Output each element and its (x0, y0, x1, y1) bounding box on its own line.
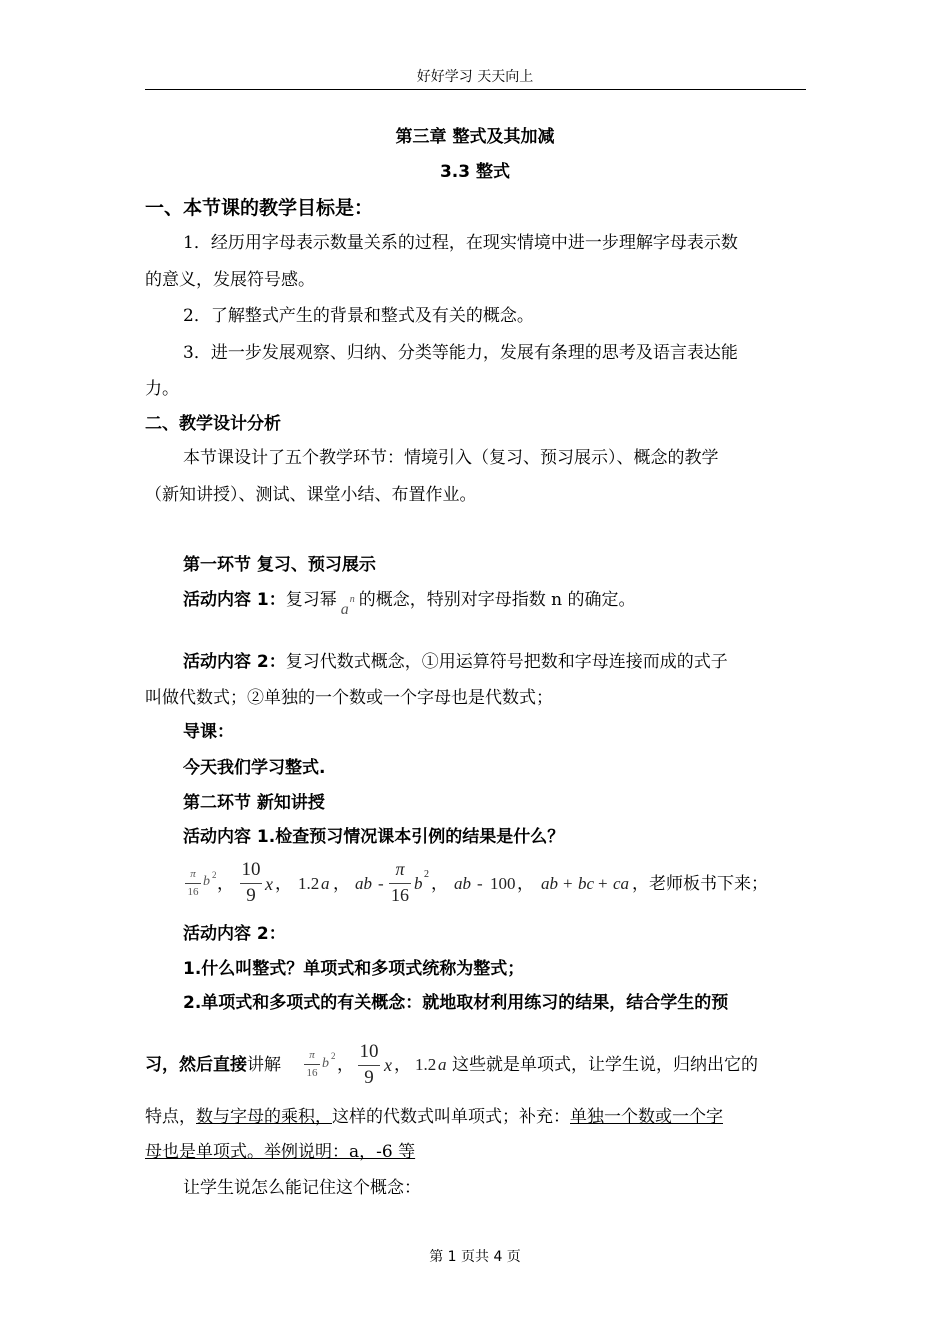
goal2: 2．了解整式产生的背景和整式及有关的概念。 (183, 306, 534, 326)
inline-sep-2: ， (394, 1055, 411, 1075)
question-2-line2 (145, 1055, 281, 1075)
term-ab: ab (355, 874, 372, 893)
page-header: 好好学习 天天向上 (416, 69, 534, 85)
activity1-text: 复习幂 (285, 590, 337, 610)
sep-3: ， (333, 874, 350, 894)
activity1-text-end: 的概念，特别对字母指数 n 的确定。 (358, 590, 636, 610)
last-line: 让学生说怎么能记住这个概念： (183, 1178, 421, 1198)
fraction-pi-over-16-large: π 16 (391, 859, 409, 905)
guide-label: 导课： (183, 722, 234, 742)
goal1-line2: 的意义，发展符号感。 (145, 270, 315, 290)
term-1-2: 1.2 (298, 874, 320, 893)
q2-text-rest: 这些就是单项式，让学生说，归纳出它的 (452, 1055, 758, 1075)
term-100: 100 (490, 874, 516, 893)
section2-heading: 二、教学设计分析 (145, 414, 281, 434)
chapter-title: 第三章 整式及其加减 (395, 127, 555, 147)
inline-sep-1: ， (337, 1055, 354, 1075)
inline-exp-2: 2 (331, 1051, 336, 1061)
section1-heading: 一、本节课的教学目标是： (145, 197, 374, 219)
link2-activity2 (183, 924, 286, 944)
expression-tail: ，老师板书下来； (632, 874, 768, 894)
link2-activity1: 活动内容 1.检查预习情况课本引例的结果是什么？ (183, 827, 565, 847)
fraction-10-over-9: 10 9 (241, 859, 261, 906)
underlined-supplement-1: 单独一个数或一个字 (570, 1107, 723, 1127)
term-ab-3: ab (541, 874, 558, 893)
link1-heading: 第一环节 复习、预习展示 (183, 555, 376, 575)
inline-term-b: b (322, 1056, 329, 1071)
activity2-label: 活动内容 2： (183, 652, 286, 672)
underlined-definition: 数与字母的乘积， (196, 1107, 332, 1127)
goal3-line1: 3．进一步发展观察、归纳、分类等能力，发展有条理的思考及语言表达能 (183, 343, 738, 363)
question-1: 1.什么叫整式？单项式和多项式统称为整式； (183, 959, 525, 979)
q2-bold-part: 习，然后直接 (145, 1055, 247, 1075)
plus-sign-1: + (563, 874, 573, 893)
term-ca: ca (613, 874, 630, 893)
activity2-line2: 叫做代数式；②单独的一个数或一个字母也是代数式； (145, 688, 553, 708)
plus-sign-2: + (598, 874, 608, 893)
inline-term-a: a (438, 1055, 447, 1074)
exp-2: 2 (212, 870, 217, 880)
power-expression: a n (340, 594, 355, 618)
inline-fraction-10-9: 10 9 (359, 1041, 379, 1088)
sep-1: ， (217, 874, 234, 894)
minus-sign-2: - (477, 874, 483, 893)
link2-activity2-label: 活动内容 2： (183, 924, 286, 944)
header-rule (145, 89, 806, 90)
fraction-pi-over-16: π 16 (185, 868, 201, 904)
goal1-line1: 1．经历用字母表示数量关系的过程，在现实情境中进一步理解字母表示数 (183, 233, 738, 253)
term-ab-2: ab (454, 874, 471, 893)
q2-text-explain: 讲解 (247, 1055, 281, 1075)
inline-term-x: x (384, 1055, 392, 1075)
design-line2: （新知讲授）、测试、课堂小结、布置作业。 (145, 485, 477, 505)
sep-5: ， (517, 874, 534, 894)
guide-text: 今天我们学习整式. (183, 758, 326, 778)
sep-4: ， (431, 874, 448, 894)
term-a: a (321, 874, 330, 893)
link2-heading: 第二环节 新知讲授 (183, 793, 325, 813)
definition-line1: 特点，数与字母的乘积，这样的代数式叫单项式；补充：单独一个数或一个字 (145, 1107, 723, 1127)
section-title: 3.3 整式 (439, 162, 511, 182)
exp-2-b: 2 (424, 869, 429, 880)
underlined-supplement-2: 母也是单项式。举例说明：a，-6 等 (145, 1142, 416, 1162)
goal3-line2: 力。 (145, 379, 179, 399)
term-x: x (265, 874, 273, 894)
question-2-line1: 2.单项式和多项式的有关概念：就地取材利用练习的结果，结合学生的预 (183, 993, 729, 1013)
inline-term-1-2: 1.2 (415, 1055, 437, 1074)
term-b: b (203, 874, 210, 889)
activity2-text: 复习代数式概念，①用运算符号把数和字母连接而成的式子 (285, 652, 728, 672)
link1-activity1 (183, 590, 636, 618)
minus-sign: - (378, 874, 384, 893)
link1-activity2 (183, 652, 728, 672)
activity1-label: 活动内容 1： (183, 590, 286, 610)
term-b-2: b (414, 874, 423, 893)
term-bc: bc (578, 874, 595, 893)
page-footer: 第 1 页共 4 页 (429, 1249, 521, 1265)
inline-fraction-pi-16: π 16 (304, 1049, 320, 1085)
sep-2: ， (275, 874, 292, 894)
design-line1: 本节课设计了五个教学环节：情境引入（复习、预习展示）、概念的教学 (183, 448, 719, 468)
